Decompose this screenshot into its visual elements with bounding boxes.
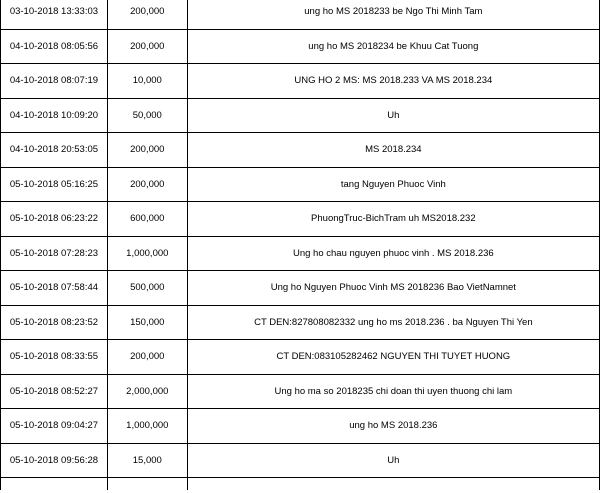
description-cell: PhuongTruc-BichTram uh MS2018.232 bbox=[187, 202, 599, 237]
date-cell: 05-10-2018 06:23:22 bbox=[1, 202, 108, 237]
description-cell: CT DEN:827808082332 ung ho ms 2018.236 . ba Nguyen Thi Yen bbox=[187, 305, 599, 340]
table-row bbox=[1, 409, 600, 444]
date-cell: 03-10-2018 13:33:03 bbox=[1, 0, 108, 29]
amount-cell: 200,000 bbox=[107, 29, 187, 64]
date-cell: 05-10-2018 08:33:55 bbox=[1, 340, 108, 375]
date-cell: 05-10-2018 08:23:52 bbox=[1, 305, 108, 340]
table-row bbox=[1, 271, 600, 306]
description-cell: MS 2018.234 bbox=[187, 133, 599, 168]
table-row bbox=[1, 29, 600, 64]
amount-cell: 200,000 bbox=[107, 133, 187, 168]
date-cell: 05-10-2018 09:56:28 bbox=[1, 443, 108, 478]
date-cell: 04-10-2018 20:53:05 bbox=[1, 133, 108, 168]
empty-cell bbox=[1, 478, 108, 491]
description-cell: ung ho MS 2018.236 bbox=[187, 409, 599, 444]
description-cell: Ung ho chau nguyen phuoc vinh . MS 2018.236 bbox=[187, 236, 599, 271]
description-cell: Ung ho ma so 2018235 chi doan thi uyen thuong chi lam bbox=[187, 374, 599, 409]
table-row bbox=[1, 0, 600, 29]
description-cell: tang Nguyen Phuoc Vinh bbox=[187, 167, 599, 202]
table-row bbox=[1, 443, 600, 478]
donation-table-body bbox=[1, 0, 600, 490]
table-row bbox=[1, 133, 600, 168]
date-cell: 04-10-2018 08:07:19 bbox=[1, 64, 108, 99]
amount-cell: 50,000 bbox=[107, 98, 187, 133]
table-row bbox=[1, 98, 600, 133]
table-row bbox=[1, 340, 600, 375]
empty-cell bbox=[187, 478, 599, 491]
date-cell: 05-10-2018 07:58:44 bbox=[1, 271, 108, 306]
description-cell: Uh bbox=[187, 443, 599, 478]
amount-cell: 2,000,000 bbox=[107, 374, 187, 409]
table-row bbox=[1, 305, 600, 340]
table-row bbox=[1, 236, 600, 271]
amount-cell: 600,000 bbox=[107, 202, 187, 237]
table-row bbox=[1, 167, 600, 202]
date-cell: 05-10-2018 07:28:23 bbox=[1, 236, 108, 271]
table-row bbox=[1, 374, 600, 409]
description-cell: UNG HO 2 MS: MS 2018.233 VA MS 2018.234 bbox=[187, 64, 599, 99]
date-cell: 04-10-2018 10:09:20 bbox=[1, 98, 108, 133]
amount-cell: 200,000 bbox=[107, 0, 187, 29]
amount-cell: 200,000 bbox=[107, 167, 187, 202]
amount-cell: 10,000 bbox=[107, 64, 187, 99]
date-cell: 05-10-2018 08:52:27 bbox=[1, 374, 108, 409]
empty-cell bbox=[107, 478, 187, 491]
description-cell: ung ho MS 2018234 be Khuu Cat Tuong bbox=[187, 29, 599, 64]
description-cell: Ung ho Nguyen Phuoc Vinh MS 2018236 Bao VietNamnet bbox=[187, 271, 599, 306]
amount-cell: 500,000 bbox=[107, 271, 187, 306]
date-cell: 05-10-2018 09:04:27 bbox=[1, 409, 108, 444]
amount-cell: 150,000 bbox=[107, 305, 187, 340]
table-row bbox=[1, 64, 600, 99]
amount-cell: 200,000 bbox=[107, 340, 187, 375]
date-cell: 04-10-2018 08:05:56 bbox=[1, 29, 108, 64]
date-cell: 05-10-2018 05:16:25 bbox=[1, 167, 108, 202]
description-cell: ung ho MS 2018233 be Ngo Thi Minh Tam bbox=[187, 0, 599, 29]
table-row bbox=[1, 202, 600, 237]
amount-cell: 15,000 bbox=[107, 443, 187, 478]
amount-cell: 1,000,000 bbox=[107, 236, 187, 271]
table-row-partial bbox=[1, 478, 600, 491]
amount-cell: 1,000,000 bbox=[107, 409, 187, 444]
description-cell: CT DEN:083105282462 NGUYEN THI TUYET HUONG bbox=[187, 340, 599, 375]
description-cell: Uh bbox=[187, 98, 599, 133]
